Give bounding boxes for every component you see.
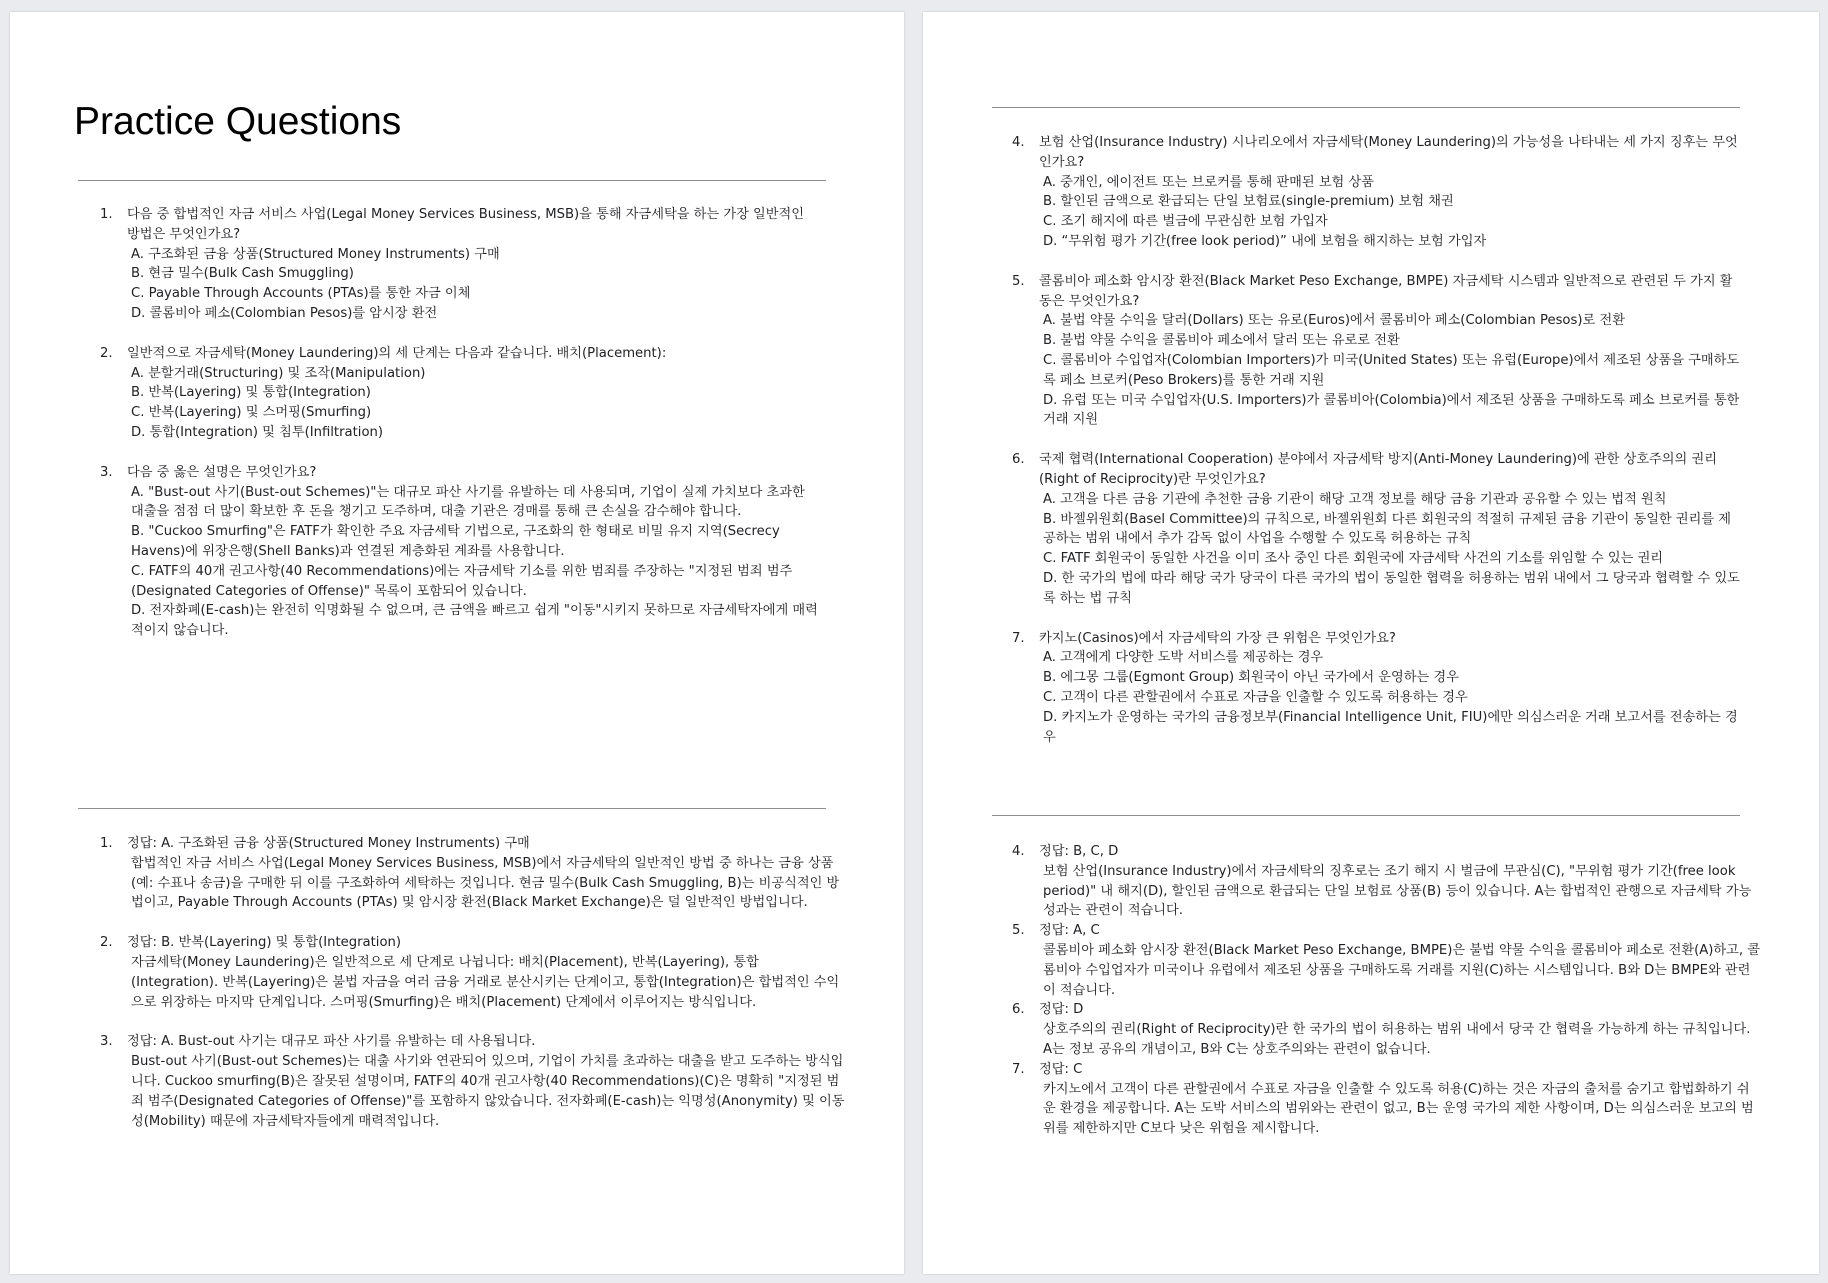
answer-number: 7. bbox=[1012, 1061, 1025, 1077]
answer-option: C. FATF의 40개 권고사항(40 Recommendations)에는 자금세탁 기소를 위한 범죄를 주장하는 "지정된 범죄 범주(Designated Categories of Offense)" 목록이 포함되어 있습니다. bbox=[131, 563, 793, 599]
question-list bbox=[1012, 133, 1740, 747]
answer-option: A. 구조화된 금융 상품(Structured Money Instruments) 구매 bbox=[131, 246, 500, 262]
answer-option: A. 중개인, 에이전트 또는 브로커를 통해 판매된 보험 상품 bbox=[1043, 174, 1374, 190]
question-item bbox=[1012, 450, 1740, 608]
answer-explanation: 자금세탁(Money Laundering)은 일반적으로 세 단계로 나뉩니다: 배치(Placement), 반복(Layering), 통합(Integration). 반복(Layering)은 불법 자금을 여러 금융 거래로 분산시키는 단계이고, 통합(Integration)은 합법적인 수익으로 위장하는 마지막 단계입니다. 스머핑(Smurfing)은 배치(Placement) 단계에서 이루어지는 방식입니다. bbox=[131, 954, 840, 1010]
correct-answer: 정답: B, C, D bbox=[1039, 844, 1119, 859]
answer-option: A. 불법 약물 수익을 달러(Dollars) 또는 유로(Euros)에서 콜롬비아 페소(Colombian Pesos)로 전환 bbox=[1043, 313, 1625, 329]
question-number: 4. bbox=[1012, 135, 1025, 150]
answer-option: D. 한 국가의 법에 따라 해당 국가 당국이 다른 국가의 법이 동일한 협력을 허용하는 범위 내에서 그 당국과 협력할 수 있도록 하는 법 규칙 bbox=[1043, 570, 1740, 606]
answer-option: D. 통합(Integration) 및 침투(Infiltration) bbox=[131, 424, 384, 440]
question-text: 다음 중 옳은 설명은 무엇인가요? bbox=[127, 464, 317, 480]
answer-item bbox=[100, 933, 845, 1012]
answer-explanation: Bust-out 사기(Bust-out Schemes)는 대출 사기와 연관되어 있으며, 기업이 가치를 초과하는 대출을 받고 도주하는 방식입니다. Cuckoo smurfing(B)은 잘못된 설명이며, FATF의 40개 권고사항(40 Recommendations)(C)은 명확히 "지정된 범죄 범주(Designated Categories of Offense)"를 포함하지 않았습니다. 전자화폐(E-cash)는 익명성(Anonymity) 및 이동성(Mobility) 때문에 자금세탁자들에게 매력적입니다. bbox=[131, 1054, 845, 1129]
question-item bbox=[100, 463, 818, 641]
answer-option: B. 불법 약물 수익을 콜롬비아 페소에서 달러 또는 유로로 전환 bbox=[1043, 333, 1400, 349]
document-page-right bbox=[923, 12, 1819, 1274]
answer-item bbox=[1012, 842, 1760, 921]
answer-option: B. "Cuckoo Smurfing"은 FATF가 확인한 주요 자금세탁 기법으로, 구조화의 한 형태로 비밀 유지 지역(Secrecy Havens)에 위장은행(Shell Banks)과 연결된 계층화된 계좌를 사용합니다. bbox=[131, 524, 780, 559]
question-number: 1. bbox=[100, 207, 113, 222]
question-item bbox=[100, 205, 818, 324]
answer-option: D. 전자화폐(E-cash)는 완전히 익명화될 수 없으며, 큰 금액을 빠르고 쉽게 "이동"시키지 못하므로 자금세탁자에게 매력적이지 않습니다. bbox=[131, 603, 818, 639]
answer-option: C. 조기 해지에 따른 벌금에 무관심한 보험 가입자 bbox=[1043, 214, 1328, 230]
answer-list bbox=[1012, 842, 1760, 1139]
page-title: Practice Questions bbox=[74, 100, 402, 143]
answer-number: 4. bbox=[1012, 844, 1025, 859]
answer-explanation: 카지노에서 고객이 다른 관할권에서 수표로 자금을 인출할 수 있도록 허용(C)하는 것은 자금의 출처를 숨기고 합법화하기 쉬운 환경을 제공합니다. A는 도박 서비스의 범위와는 관련이 없고, B는 운영 국가의 제한 사항이며, D는 의심스러운 보고의 범위를 제한하지만 C보다 낮은 위험을 제시합니다. bbox=[1043, 1081, 1754, 1137]
answer-option: A. 고객을 다른 금융 기관에 추천한 금융 기관이 해당 고객 정보를 해당 금융 기관과 공유할 수 있는 법적 원칙 bbox=[1043, 491, 1667, 507]
divider bbox=[78, 808, 826, 809]
question-item bbox=[1012, 133, 1740, 252]
answer-option: B. 바젤위원회(Basel Committee)의 규칙으로, 바젤위원회 다른 회원국의 적절히 규제된 금융 기관이 동일한 권리를 제공하는 범위 내에서 추가 감독 없이 사업을 수행할 수 있도록 허용하는 규칙 bbox=[1043, 511, 1732, 547]
answer-option: B. 현금 밀수(Bulk Cash Smuggling) bbox=[131, 266, 354, 282]
answer-option: C. 고객이 다른 관할권에서 수표로 자금을 인출할 수 있도록 허용하는 경우 bbox=[1043, 689, 1468, 705]
correct-answer: 정답: A. 구조화된 금융 상품(Structured Money Instruments) 구매 bbox=[127, 836, 530, 851]
answer-number: 6. bbox=[1012, 1002, 1025, 1018]
correct-answer: 정답: A. Bust-out 사기는 대규모 파산 사기를 유발하는 데 사용됩니다. bbox=[127, 1034, 536, 1050]
question-text: 콜롬비아 페소화 암시장 환전(Black Market Peso Exchange, BMPE) 자금세탁 시스템과 일반적으로 관련된 두 가지 활동은 무엇인가요? bbox=[1039, 273, 1733, 309]
correct-answer: 정답: D bbox=[1039, 1002, 1084, 1018]
divider bbox=[992, 107, 1740, 108]
answer-option: D. “무위험 평가 기간(free look period)” 내에 보험을 해지하는 보험 가입자 bbox=[1043, 233, 1487, 249]
answer-list bbox=[100, 834, 845, 1131]
answer-item bbox=[1012, 1060, 1760, 1139]
divider bbox=[992, 815, 1740, 816]
answer-item bbox=[100, 1032, 845, 1131]
answer-explanation: 보험 산업(Insurance Industry)에서 자금세탁의 징후로는 조기 해지 시 벌금에 무관심(C), "무위험 평가 기간(free look period)" 내 해지(D), 할인된 금액으로 환급되는 단일 보험료 상품(B) 등이 있습니다. A는 합법적인 관행으로 자금세탁 가능성과는 관련이 적습니다. bbox=[1043, 863, 1752, 919]
answer-explanation: 합법적인 자금 서비스 사업(Legal Money Services Business, MSB)에서 자금세탁의 일반적인 방법 중 하나는 금융 상품(예: 수표나 송금)을 구매한 뒤 이를 구조화하여 세탁하는 것입니다. 현금 밀수(Bulk Cash Smuggling, B)는 비공식적인 방법이고, Payable Through Accounts (PTAs) 및 암시장 환전(Black Market Exchange)은 덜 일반적인 방법입니다. bbox=[131, 855, 840, 911]
answer-number: 1. bbox=[100, 836, 113, 851]
divider bbox=[78, 180, 826, 181]
answer-option: A. 분할거래(Structuring) 및 조작(Manipulation) bbox=[131, 365, 426, 381]
answer-option: B. 반복(Layering) 및 통합(Integration) bbox=[131, 385, 371, 401]
answer-number: 2. bbox=[100, 935, 113, 951]
correct-answer: 정답: C bbox=[1039, 1061, 1083, 1077]
question-text: 카지노(Casinos)에서 자금세탁의 가장 큰 위험은 무엇인가요? bbox=[1039, 630, 1396, 646]
correct-answer: 정답: B. 반복(Layering) 및 통합(Integration) bbox=[127, 935, 402, 951]
answer-item bbox=[1012, 1000, 1760, 1059]
answer-option: B. 할인된 금액으로 환급되는 단일 보험료(single-premium) 보험 채권 bbox=[1043, 194, 1454, 210]
answer-option: C. Payable Through Accounts (PTAs)를 통한 자금 이체 bbox=[131, 286, 471, 302]
answer-option: A. 고객에게 다양한 도박 서비스를 제공하는 경우 bbox=[1043, 650, 1324, 666]
answer-explanation: 상호주의의 권리(Right of Reciprocity)란 한 국가의 법이 허용하는 범위 내에서 당국 간 협력을 가능하게 하는 규칙입니다. A는 정보 공유의 개념이고, B와 C는 상호주의와는 관련이 없습니다. bbox=[1043, 1022, 1751, 1057]
question-text: 일반적으로 자금세탁(Money Laundering)의 세 단계는 다음과 같습니다. 배치(Placement): bbox=[127, 345, 667, 361]
answer-item bbox=[1012, 921, 1760, 1000]
answer-number: 3. bbox=[100, 1034, 113, 1050]
question-item bbox=[1012, 629, 1740, 748]
question-list bbox=[100, 205, 818, 641]
answer-option: D. 카지노가 운영하는 국가의 금융정보부(Financial Intelligence Unit, FIU)에만 의심스러운 거래 보고서를 전송하는 경우 bbox=[1043, 709, 1738, 745]
question-text: 다음 중 합법적인 자금 서비스 사업(Legal Money Services Business, MSB)을 통해 자금세탁을 하는 가장 일반적인 방법은 무엇인가요? bbox=[127, 207, 804, 242]
correct-answer: 정답: A, C bbox=[1039, 923, 1100, 939]
question-text: 보험 산업(Insurance Industry) 시나리오에서 자금세탁(Money Laundering)의 가능성을 나타내는 세 가지 징후는 무엇인가요? bbox=[1039, 135, 1738, 170]
answer-explanation: 콜롬비아 페소화 암시장 환전(Black Market Peso Exchange, BMPE)은 불법 약물 수익을 콜롬비아 페소로 전환(A)하고, 콜롬비아 수입업자가 미국이나 유럽에서 제조된 상품을 구매하도록 거래를 지원(C)하는 시스템입니다. B와 D는 BMPE와 관련이 적습니다. bbox=[1043, 942, 1761, 998]
question-number: 5. bbox=[1012, 273, 1025, 289]
answer-option: C. 콜롬비아 수입업자(Colombian Importers)가 미국(United States) 또는 유럽(Europe)에서 제조된 상품을 구매하도록 페소 브로커(Peso Brokers)를 통한 거래 지원 bbox=[1043, 352, 1740, 388]
answer-option: B. 에그몽 그룹(Egmont Group) 회원국이 아닌 국가에서 운영하는 경우 bbox=[1043, 670, 1459, 686]
question-number: 2. bbox=[100, 345, 113, 361]
question-number: 7. bbox=[1012, 630, 1025, 646]
question-number: 6. bbox=[1012, 452, 1025, 468]
answer-number: 5. bbox=[1012, 923, 1025, 939]
answer-option: A. "Bust-out 사기(Bust-out Schemes)"는 대규모 파산 사기를 유발하는 데 사용되며, 기업이 실제 가치보다 초과한 대출을 점점 더 많이 확보한 후 돈을 챙기고 도주하며, 대출 기관은 경매를 통해 큰 손실을 감수해야 합니다. bbox=[131, 484, 805, 520]
answer-option: D. 콜롬비아 페소(Colombian Pesos)를 암시장 환전 bbox=[131, 305, 438, 321]
answer-option: C. FATF 회원국이 동일한 사건을 이미 조사 중인 다른 회원국에 자금세탁 사건의 기소를 위임할 수 있는 권리 bbox=[1043, 551, 1664, 567]
question-item bbox=[1012, 272, 1740, 430]
question-text: 국제 협력(International Cooperation) 분야에서 자금세탁 방지(Anti-Money Laundering)에 관한 상호주의의 권리(Right of Reciprocity)란 무엇인가요? bbox=[1039, 452, 1717, 487]
document-page-left bbox=[10, 12, 904, 1274]
answer-option: C. 반복(Layering) 및 스머핑(Smurfing) bbox=[131, 405, 372, 421]
question-item bbox=[100, 344, 818, 443]
answer-item bbox=[100, 834, 845, 913]
answer-option: D. 유럽 또는 미국 수입업자(U.S. Importers)가 콜롬비아(Colombia)에서 제조된 상품을 구매하도록 페소 브로커를 통한 거래 지원 bbox=[1043, 392, 1740, 428]
question-number: 3. bbox=[100, 464, 113, 480]
